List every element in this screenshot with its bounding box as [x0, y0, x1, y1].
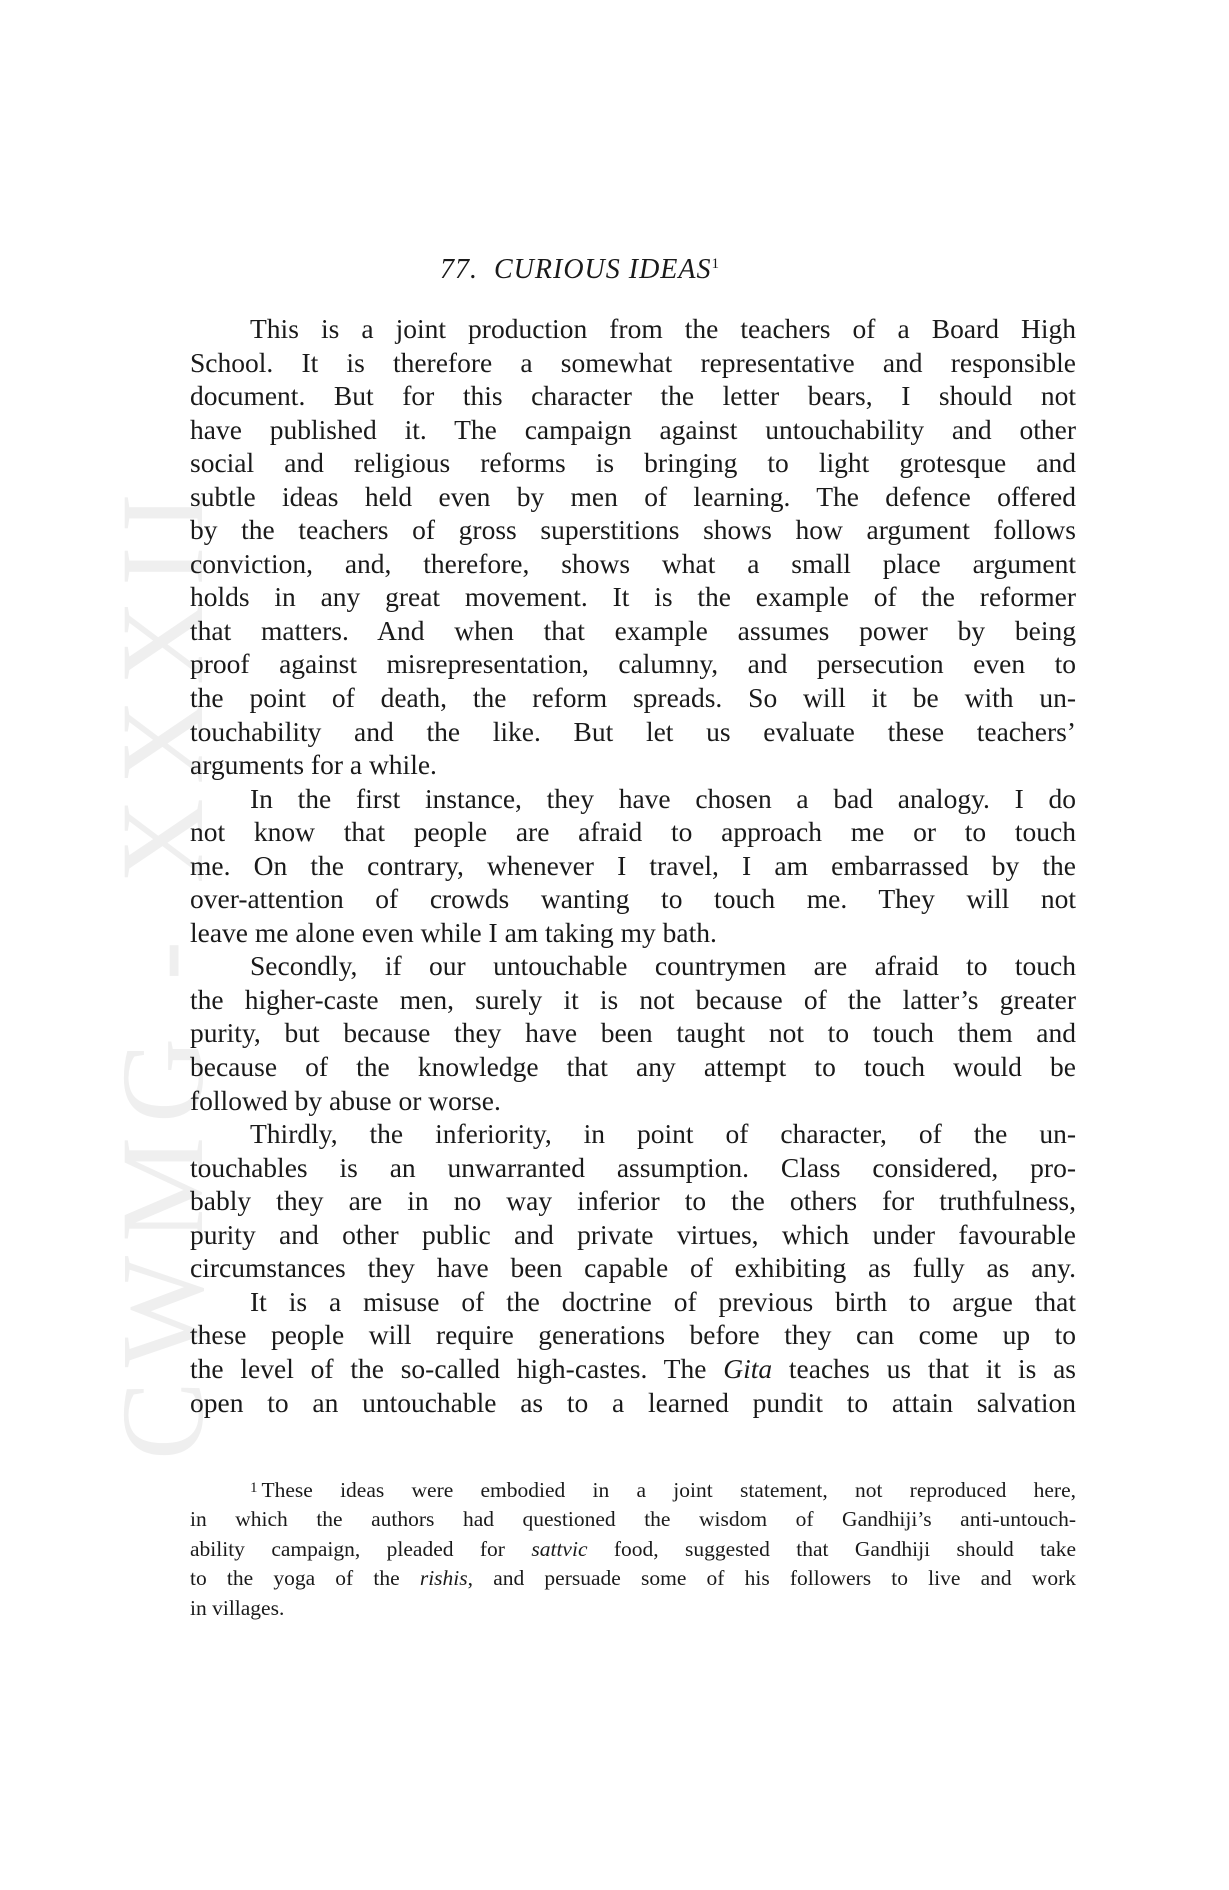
text-line: proof against misrepresentation, calumny, and persecution even to	[190, 648, 1076, 680]
text-line: followed by abuse or worse.	[190, 1084, 501, 1116]
text-line: arguments for a while.	[190, 749, 437, 781]
text-line: social and religious reforms is bringing to light grotesque and	[190, 447, 1076, 479]
text-line: touchables is an unwarranted assumption. Class considered, pro-	[190, 1151, 1076, 1183]
footnote-line: in which the authors had questioned the wisdom of Gandhiji’s anti-untouch-	[190, 1507, 1076, 1532]
text-segment: ability campaign, pleaded for	[190, 1536, 532, 1561]
text-line: holds in any great movement. It is the example of the reformer	[190, 581, 1076, 613]
italic-term: Gita	[723, 1352, 773, 1384]
text-line: over-attention of crowds wanting to touch me. They will not	[190, 883, 1076, 915]
text-line: School. It is therefore a somewhat representative and responsible	[190, 346, 1076, 378]
footnote-line: in villages.	[190, 1595, 285, 1620]
footnote-line	[190, 1476, 1076, 1505]
italic-term: sattvic	[531, 1536, 588, 1561]
text-line: leave me alone even while I am taking my bath.	[190, 916, 717, 948]
text-line: me. On the contrary, whenever I travel, I am embarrassed by the	[190, 849, 1076, 881]
footnote-line	[190, 1535, 1076, 1564]
paragraph	[190, 1117, 1076, 1285]
text-segment: food, suggested that Gandhiji should take	[587, 1536, 1076, 1561]
text-line: the point of death, the reform spreads. So will it be with un-	[190, 682, 1076, 714]
text-line	[190, 1352, 1076, 1386]
text-line: purity, but because they have been taught not to touch them and	[190, 1017, 1076, 1049]
text-line: This is a joint production from the teachers of a Board High	[250, 313, 1076, 344]
footnote	[190, 1476, 1076, 1623]
text-segment: the level of the so-called high-castes. The	[190, 1352, 724, 1384]
article-body	[190, 312, 1076, 1419]
watermark: CWMG - XXXII	[97, 479, 228, 1460]
text-line: document. But for this character the letter bears, I should not	[190, 380, 1076, 412]
italic-term: rishis	[419, 1566, 468, 1591]
text-line: not know that people are afraid to approach me or to touch	[190, 816, 1076, 848]
page-title	[440, 254, 720, 286]
article-number: 77.	[440, 254, 478, 285]
text-line: these people will require generations before they can come up to	[190, 1319, 1076, 1351]
paragraph	[190, 949, 1076, 1117]
text-line: by the teachers of gross superstitions shows how argument follows	[190, 514, 1076, 546]
text-line: bably they are in no way inferior to the others for truthfulness,	[190, 1185, 1076, 1217]
text-line: conviction, and, therefore, shows what a small place argument	[190, 547, 1076, 579]
footnote-marker: 1	[250, 1480, 258, 1496]
paragraph	[190, 1285, 1076, 1419]
text-segment: teaches us that it is as	[772, 1352, 1076, 1384]
text-line: open to an untouchable as to a learned pundit to attain salvation	[190, 1386, 1076, 1418]
text-line: purity and other public and private virtues, which under favourable	[190, 1218, 1076, 1250]
text-line: It is a misuse of the doctrine of previous birth to argue that	[250, 1285, 1076, 1317]
paragraph	[190, 782, 1076, 950]
text-segment: to the yoga of the	[190, 1566, 420, 1591]
text-line: circumstances they have been capable of exhibiting as fully as any.	[190, 1252, 1076, 1284]
text-line: because of the knowledge that any attempt to touch would be	[190, 1051, 1076, 1083]
text-line: that matters. And when that example assumes power by being	[190, 614, 1076, 646]
text-line: the higher-caste men, surely it is not because of the latter’s greater	[190, 983, 1076, 1015]
text-line: touchability and the like. But let us evaluate these teachers’	[190, 715, 1076, 747]
text-line: In the first instance, they have chosen a bad analogy. I do	[250, 782, 1076, 814]
text-segment: , and persuade some of his followers to live and work	[467, 1566, 1076, 1591]
paragraph	[190, 312, 1076, 782]
footnote-ref: 1	[711, 256, 721, 272]
text-line: have published it. The campaign against untouchability and other	[190, 413, 1076, 445]
article-title: CURIOUS IDEAS	[494, 254, 712, 285]
text-line: Thirdly, the inferiority, in point of character, of the un-	[250, 1118, 1076, 1150]
text-line: subtle ideas held even by men of learning. The defence offered	[190, 480, 1076, 512]
text-segment: These ideas were embodied in a joint statement, not reproduced here,	[261, 1478, 1076, 1502]
footnote-line	[190, 1564, 1076, 1593]
text-line: Secondly, if our untouchable countrymen are afraid to touch	[250, 950, 1076, 982]
